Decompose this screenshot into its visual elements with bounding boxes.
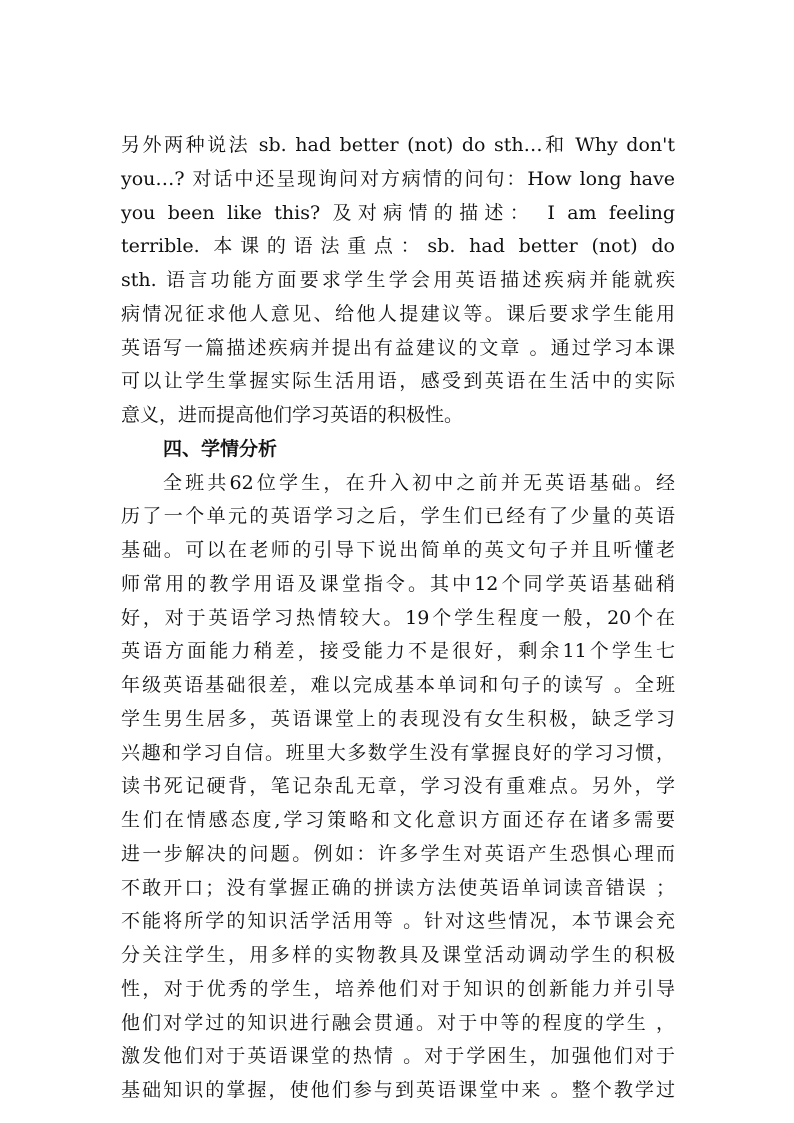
section-heading: 四、学情分析 [163, 438, 278, 460]
text-line: 读书死记硬背，笔记杂乱无章，学习没有重难点。另外，学 [121, 775, 675, 797]
text-line: 另外两种说法 sb. had better (not) do sth…和 Why don't [121, 134, 675, 156]
text-line: 不能将所学的知识活学活用等 。针对这些情况，本节课会充 [121, 910, 675, 932]
text-line: 激发他们对于英语课堂的热情 。对于学困生，加强他们对于 [121, 1045, 675, 1067]
text-line: 师常用的教学用语及课堂指令。其中12个同学英语基础稍 [121, 573, 675, 595]
text-line: 兴趣和学习自信。班里大多数学生没有掌握良好的学习习惯， [121, 742, 675, 764]
text-line: 性，对于优秀的学生，培养他们对于知识的创新能力并引导 [121, 978, 675, 1000]
text-line: 年级英语基础很差，难以完成基本单词和句子的读写 。全班 [121, 674, 675, 696]
text-line: 不敢开口；没有掌握正确的拼读方法使英语单词读音错误 ； [121, 877, 675, 899]
text-line: sth. 语言功能方面要求学生学会用英语描述疾病并能就疾 [121, 269, 675, 291]
text-line: 全班共62位学生，在升入初中之前并无英语基础。经 [163, 472, 675, 494]
text-line: 意义，进而提高他们学习英语的积极性。 [121, 404, 464, 426]
text-line: 历了一个单元的英语学习之后，学生们已经有了少量的英语 [121, 505, 675, 527]
text-line: 分关注学生，用多样的实物教具及课堂活动调动学生的积极 [121, 944, 675, 966]
text-line: 进一步解决的问题。例如：许多学生对英语产生恐惧心理而 [121, 843, 675, 865]
text-line: 生们在情感态度,学习策略和文化意识方面还存在诸多需要 [121, 809, 675, 831]
text-line: you been like this? 及对病情的描述： I am feeling [121, 202, 675, 224]
text-line: 学生男生居多，英语课堂上的表现没有女生积极，缺乏学习 [121, 708, 675, 730]
text-line: 病情况征求他人意见、给他人提建议等。课后要求学生能用 [121, 303, 675, 325]
text-line: 英语方面能力稍差，接受能力不是很好，剩余11个学生七 [121, 640, 675, 662]
text-line: you…? 对话中还呈现询问对方病情的问句：How long have [121, 168, 675, 190]
text-line: 基础知识的掌握，使他们参与到英语课堂中来 。整个教学过 [121, 1079, 675, 1101]
text-line: terrible. 本课的语法重点：sb. had better (not) do [121, 235, 675, 257]
text-line: 好，对于英语学习热情较大。19个学生程度一般，20个在 [121, 607, 675, 629]
text-line: 英语写一篇描述疾病并提出有益建议的文章 。通过学习本课 [121, 337, 675, 359]
text-line: 他们对学过的知识进行融会贯通。对于中等的程度的学生 ， [121, 1012, 675, 1034]
text-line: 基础。可以在老师的引导下说出简单的英文句子并且听懂老 [121, 539, 675, 561]
text-line: 可以让学生掌握实际生活用语，感受到英语在生活中的实际 [121, 370, 675, 392]
